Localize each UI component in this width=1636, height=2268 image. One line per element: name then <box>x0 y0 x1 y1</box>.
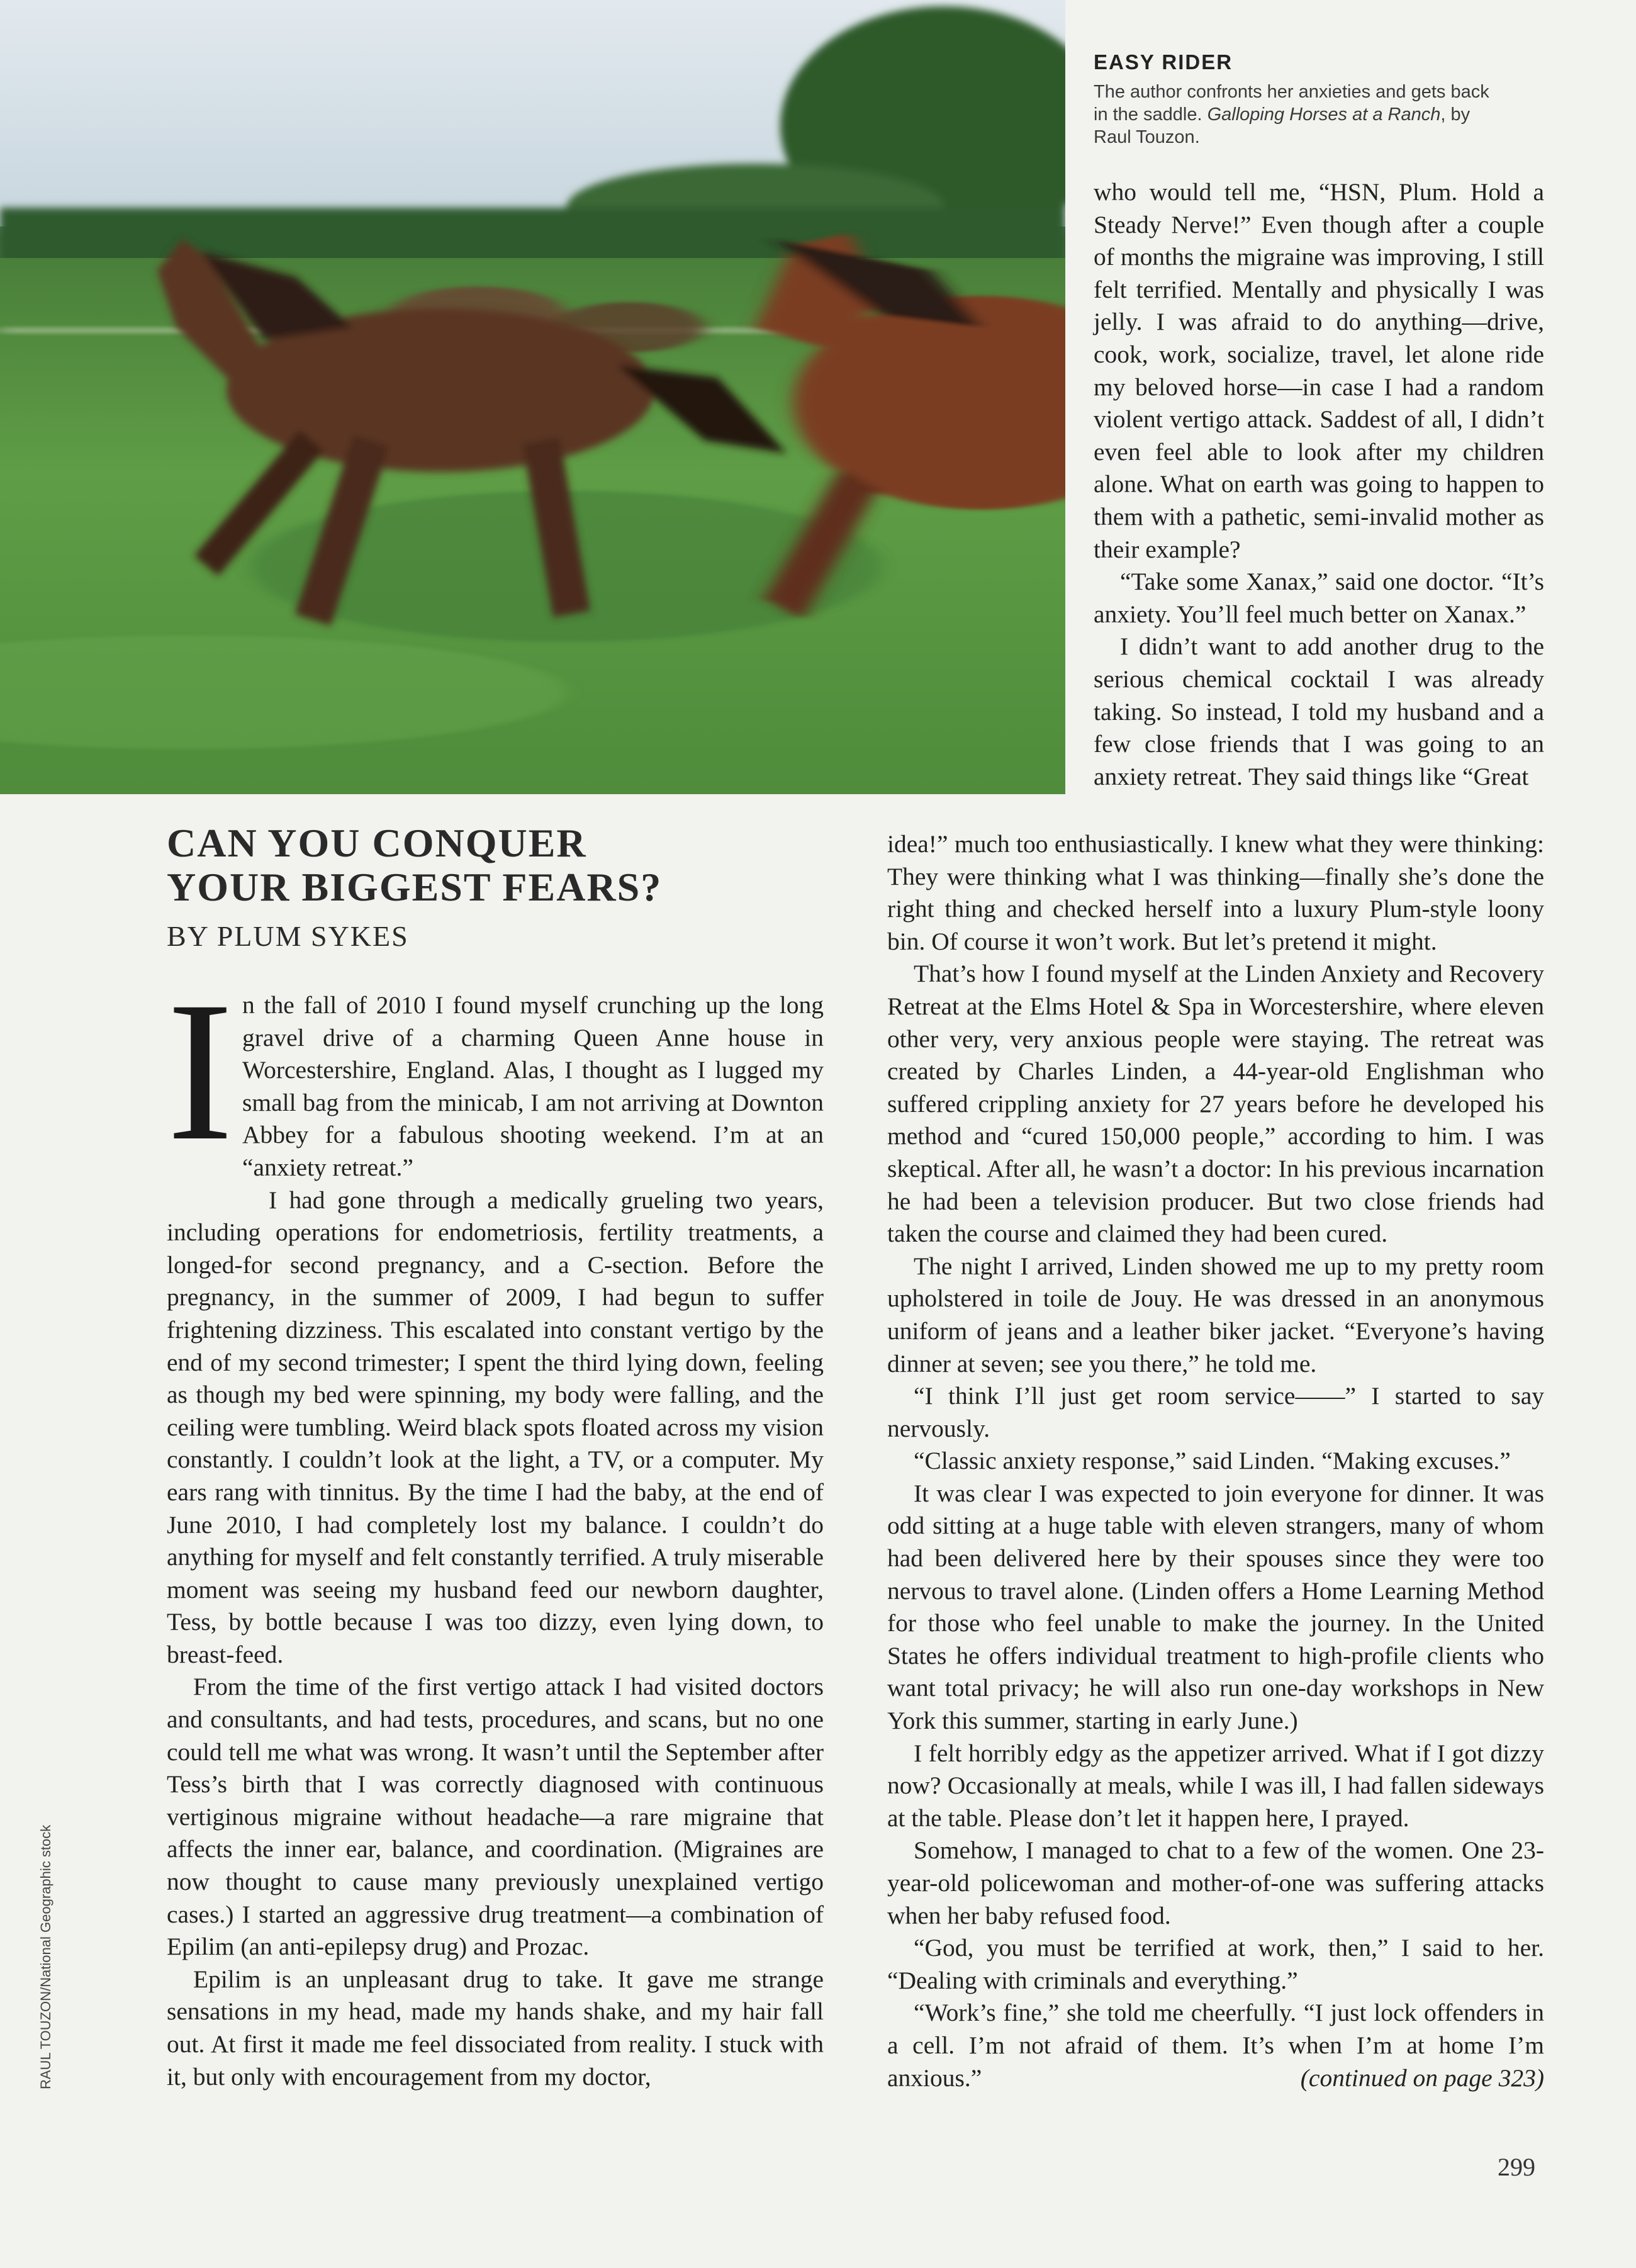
paragraph: “I think I’ll just get room service——” I started to say nervously. <box>887 1382 1544 1442</box>
title-line-1: CAN YOU CONQUER <box>167 821 587 865</box>
paragraph: “God, you must be terrified at work, then,” I said to her. “Dealing with criminals and everything.” <box>887 1934 1544 1994</box>
paragraph: Epilim is an unpleasant drug to take. It gave me strange sensations in my head, made my hands shake, and my hair fall out. At first it made me feel dissociated from reality. I stuck with it, but only with encouragement from my doctor, <box>167 1965 824 2091</box>
paragraph: I felt horribly edgy as the appetizer arrived. What if I got dizzy now? Occasionally at meals, while I was ill, I had fallen sideways at the table. Please don’t let it happen here, I prayed. <box>887 1739 1544 1832</box>
paragraph: “Classic anxiety response,” said Linden. “Making excuses.” <box>914 1447 1511 1475</box>
title-line-2: YOUR BIGGEST FEARS? <box>167 865 663 909</box>
paragraph-text: “Work’s fine,” she told me cheerfully. “I just lock offenders in a cell. I’m not afraid of them. It’s when I’m at home I’m anxious.” <box>887 1999 1544 2092</box>
paragraph: “Take some Xanax,” said one doctor. “It’s anxiety. You’ll feel much better on Xanax.” <box>1094 568 1544 628</box>
paragraph <box>887 1997 1544 2094</box>
article-title <box>167 821 796 909</box>
paragraph: who would tell me, “HSN, Plum. Hold a Steady Nerve!” Even though after a couple of months the migraine was improving, I still felt terrified. Mentally and physically I was jelly. I was afraid to do anything—drive, cook, work, socialize, travel, let alone ride my beloved horse—in case I had a random violent vertigo attack. Saddest of all, I didn’t even feel able to look after my children alone. What on earth was going to happen to them with a pathetic, semi-invalid mother as their example? <box>1094 178 1544 563</box>
paragraph: I didn’t want to add another drug to the serious chemical cocktail I was already taking. So instead, I told my husband and a few close friends that I was going to an anxiety retreat. They said things like “Great <box>1094 632 1544 790</box>
galloping-horses-photo <box>0 0 1065 794</box>
paragraph: Somehow, I managed to chat to a few of the women. One 23-year-old policewoman and mother-of-one was suffering attacks when her baby refused food. <box>887 1836 1544 1929</box>
paragraph: I had gone through a medically grueling two years, including operations for endometriosis, fertility treatments, a longed-for second pregnancy, and a C-section. Before the pregnancy, in the summer of 2009, I had begun to suffer frightening dizziness. This escalated into constant vertigo by the end of my second trimester; I spent the third lying down, feeling as though my bed were spinning, my body were falling, and the ceiling were tumbling. Weird black spots floated across my vision constantly. I couldn’t look at the light, a TV, or a computer. My ears rang with tinnitus. By the time I had the baby, at the end of June 2010, I had completely lost my balance. I couldn’t do anything for myself and felt constantly terrified. A truly miserable moment was seeing my husband feed our newborn daughter, Tess, by bottle because I was too dizzy, even lying down, to breast-feed. <box>167 1186 824 1668</box>
continued-link[interactable]: (continued on page 323) <box>1300 2063 1544 2092</box>
caption-artwork-title: Galloping Horses at a Ranch <box>1207 104 1441 125</box>
horses-illustration <box>0 0 1065 794</box>
caption-text <box>1094 81 1496 149</box>
article-headline <box>167 821 796 953</box>
caption-title: EASY RIDER <box>1094 50 1233 74</box>
byline: BY PLUM SYKES <box>167 920 409 952</box>
paragraph: From the time of the first vertigo attack I had visited doctors and consultants, and had tests, procedures, and scans, but no one could tell me what was wrong. It wasn’t until the September after Tess’s birth that I was correctly diagnosed with continuous vertiginous migraine without headache—a rare migraine that affects the inner ear, balance, and coordination. (Migraines are now thought to cause many previously unexplained vertigo cases.) I started an aggressive drug treatment—a combination of Epilim (an anti-epilepsy drug) and Prozac. <box>167 1673 824 1961</box>
paragraph: idea!” much too enthusiastically. I knew what they were thinking: They were thinking what I was thinking—finally she’s done the right thing and checked herself into a luxury Plum-style loony bin. Of course it won’t work. But let’s pretend it might. <box>887 830 1544 955</box>
page-number: 299 <box>1498 2153 1535 2181</box>
left-column <box>167 960 824 2093</box>
right-column-top <box>1094 176 1544 793</box>
paragraph: It was clear I was expected to join everyone for dinner. It was odd sitting at a huge table with eleven strangers, many of whom had been delivered here by their spouses since they were too nervous to travel alone. (Linden offers a Home Learning Method for those who feel unable to make the journey. In the United States he offers individual treatment to high-profile clients who want total privacy; he will also run one-day workshops in New York this summer, starting in early June.) <box>887 1479 1544 1735</box>
paragraph: The night I arrived, Linden showed me up to my pretty room upholstered in toile de Jouy. He was dressed in an anonymous uniform of jeans and a leather biker jacket. “Everyone’s having dinner at seven; see you there,” he told me. <box>887 1252 1544 1378</box>
photo-caption <box>1094 50 1496 149</box>
drop-cap: I <box>167 960 233 1182</box>
photo-credit: RAUL TOUZON/National Geographic stock <box>38 1824 53 2089</box>
paragraph: That’s how I found myself at the Linden Anxiety and Recovery Retreat at the Elms Hotel & Spa in Worcestershire, where eleven other very, very anxious people were staying. The retreat was created by Charles Linden, a 44-year-old Englishman who suffered crippling anxiety for 27 years before he developed his method and “cured 150,000 people,” according to him. I was skeptical. After all, he wasn’t a doctor: In his previous incarnation he had been a television producer. But two close friends had taken the course and claimed they had been cured. <box>887 960 1544 1248</box>
paragraph: n the fall of 2010 I found myself crunching up the long gravel drive of a charming Queen Anne house in Worcestershire, England. Alas, I thought as I lugged my small bag from the minicab, I am not arriving at Downton Abbey for a fabulous shooting weekend. I’m at an “anxiety retreat.” <box>242 991 824 1181</box>
caption-credit: , by Raul Touzon. <box>1094 104 1471 147</box>
right-column-main <box>887 828 1544 2094</box>
caption-text-plain: The author confronts her anxieties and gets back in the saddle. <box>1094 82 1489 125</box>
